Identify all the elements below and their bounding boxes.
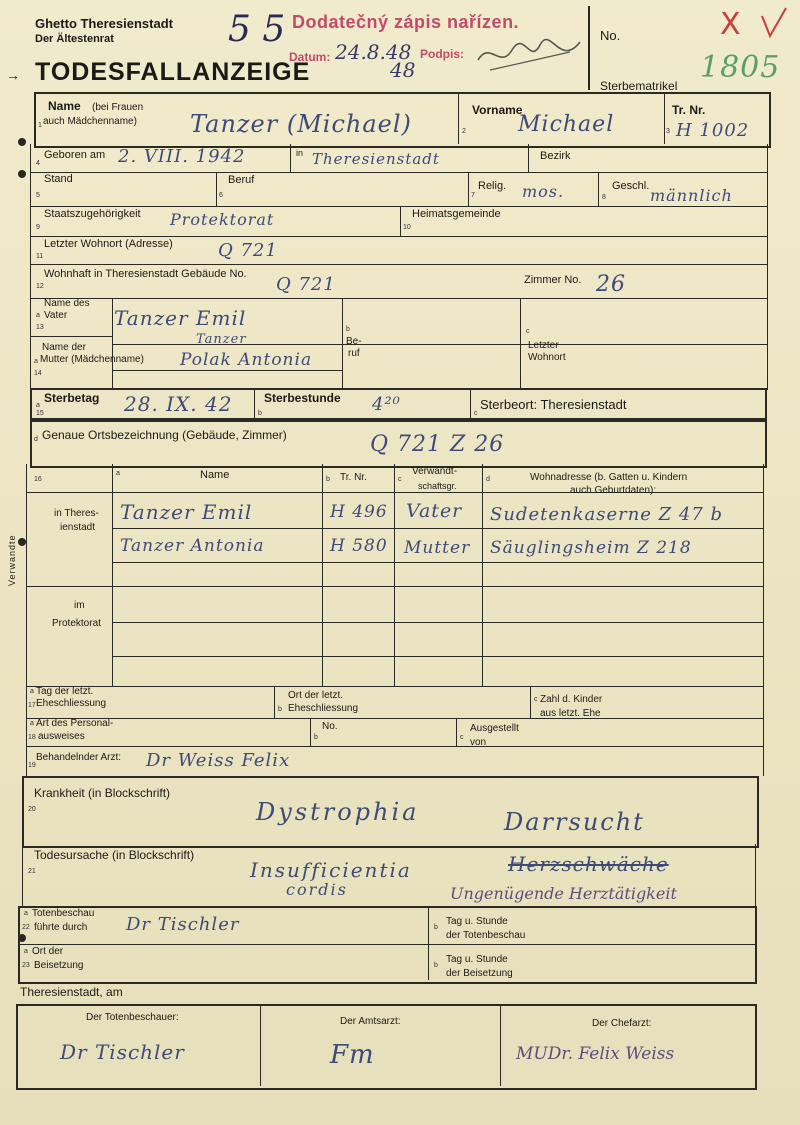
f18-sub: a [30, 720, 34, 727]
divider [310, 718, 311, 746]
f4-num: 4 [36, 160, 40, 167]
rule [30, 336, 112, 337]
f15d-sub: d [34, 436, 38, 443]
f12-label: Wohnhaft in Theresienstadt Gebäude No. [44, 268, 247, 280]
rel-col-addr1: Wohnadresse (b. Gatten u. Kindern [530, 472, 688, 483]
f14-label2: Mutter (Mädchenname) [40, 354, 144, 365]
divider [468, 172, 469, 206]
rel-sub-b: b [326, 476, 330, 483]
rel-row2-name: Tanzer Antonia [120, 536, 265, 556]
f19-label: Behandelnder Arzt: [36, 752, 122, 763]
sig2-value: Fm [330, 1040, 375, 1070]
f15c-label: Sterbeort: Theresienstadt [480, 397, 627, 412]
rule [112, 528, 763, 529]
rel-group-protektorat2: Protektorat [52, 618, 101, 629]
stamp-date-value: 24.8.48 [335, 40, 412, 64]
f18-label2: ausweises [38, 731, 85, 742]
stamp-sign-label: Podpis: [420, 47, 464, 61]
f1-num: 1 [38, 122, 42, 129]
f18c-label2: von [470, 737, 487, 748]
f10-num: 10 [403, 224, 411, 231]
rel-sub-d: d [486, 476, 490, 483]
f9-value: Protektorat [170, 210, 275, 229]
punch-hole [18, 138, 26, 146]
f22-label: Totenbeschau [32, 908, 95, 919]
f14-label: Name der [42, 342, 86, 353]
f17-sub: a [30, 688, 34, 695]
header-divider [588, 6, 590, 90]
f9-num: 9 [36, 224, 40, 231]
rule [112, 622, 763, 623]
rule [112, 370, 342, 371]
rel-col-trnr: Tr. Nr. [340, 472, 367, 483]
beruf-label: Be- [346, 336, 362, 347]
wohnort-label: Letzter [528, 340, 559, 351]
f12-num: 12 [36, 283, 44, 290]
f22b-sub: b [434, 924, 438, 931]
divider [290, 144, 291, 172]
rule [112, 656, 763, 657]
rel-col-rel1: Verwandt- [412, 466, 458, 477]
rule [26, 718, 763, 719]
f19-value: Dr Weiss Felix [146, 750, 291, 771]
stamp-text: Dodatečný zápis nařízen. [292, 12, 520, 32]
f18-label: Art des Personal- [36, 718, 114, 729]
f15d-label: Genaue Ortsbezeichnung (Gebäude, Zimmer) [42, 428, 287, 442]
f4-label: Geboren am [44, 149, 106, 161]
rule [30, 298, 767, 299]
f1-label3: auch Mädchenname) [43, 116, 137, 127]
f15c-sub: c [474, 410, 478, 417]
f4-value: 2. VIII. 1942 [118, 146, 246, 167]
f9-label: Staatszugehörigkeit [44, 208, 141, 220]
punch-hole [18, 170, 26, 178]
divider [112, 464, 113, 686]
rel-sub-c: c [398, 476, 402, 483]
right-border [755, 844, 756, 908]
divider [216, 172, 217, 206]
f23b-sub: b [434, 962, 438, 969]
sig3-label: Der Chefarzt: [592, 1018, 652, 1029]
f12-value: Q 721 [276, 274, 336, 295]
f17c-label2: aus letzt. Ehe [540, 708, 601, 719]
rel-group-protektorat: im [74, 600, 85, 611]
divider [274, 686, 275, 718]
f14-num: 14 [34, 370, 42, 377]
f4c-label: Bezirk [540, 150, 571, 162]
f17b-label: Ort der letzt. [288, 690, 344, 701]
no-label: No. [600, 28, 621, 43]
f19-num: 19 [28, 762, 36, 769]
f18c-sub: c [460, 734, 464, 741]
beruf-label2: ruf [348, 348, 360, 359]
f3-label: Tr. Nr. [672, 103, 706, 117]
divider [456, 718, 457, 746]
rel-row2-trnr: H 580 [330, 536, 388, 556]
f11-num: 11 [36, 253, 44, 260]
sig3-value: MUDr. Felix Weiss [516, 1044, 675, 1064]
divider [254, 390, 255, 418]
f14-value: Polak Antonia [180, 350, 313, 370]
rel-row2-rel: Mutter [404, 538, 471, 558]
f1-label: Name [48, 99, 81, 113]
f17c-label: Zahl d. Kinder [540, 694, 603, 705]
f2-num: 2 [462, 128, 466, 135]
left-border [22, 844, 23, 908]
rel-col-addr2: auch Geburtdaten): [570, 485, 657, 496]
divider [530, 686, 531, 718]
punch-hole [18, 538, 26, 546]
f7-value: mos. [522, 182, 565, 201]
f7-label: Relig. [478, 180, 507, 192]
f21-label: Todesursache (in Blockschrift) [34, 848, 195, 862]
arrow-mark: → [6, 67, 20, 83]
f18b-label: No. [322, 721, 338, 732]
rule [18, 944, 755, 945]
divider [260, 1006, 261, 1086]
f17-label2: Eheschliessung [36, 698, 107, 709]
rel-row1-trnr: H 496 [330, 502, 388, 522]
f2-label: Vorname [472, 103, 523, 117]
f14-value-over: Tanzer [196, 332, 247, 347]
f8-num: 8 [602, 194, 606, 201]
right-border [767, 144, 768, 390]
f7-num: 7 [471, 192, 475, 199]
f23-num: 23 [22, 962, 30, 969]
f13-label: Name des [44, 298, 90, 309]
f18c-label: Ausgestellt [470, 723, 519, 734]
f22-sub: a [24, 910, 28, 917]
f20-label: Krankheit (in Blockschrift) [34, 786, 171, 800]
rule [26, 746, 763, 747]
red-check-mark [758, 6, 788, 40]
f20-value1: Dystrophia [256, 798, 420, 826]
sig1-value: Dr Tischler [60, 1040, 185, 1064]
right-border [763, 686, 764, 776]
wohnort-sub: c [526, 328, 530, 335]
rel-side-label: Verwandte [7, 534, 17, 586]
wohnort-label2: Wohnort [528, 352, 566, 363]
f22-label2: führte durch [34, 922, 88, 933]
f17c-sub: c [534, 696, 538, 703]
f8-value: männlich [650, 186, 733, 205]
f21-value2: Herzschwäche [508, 852, 669, 876]
f1-value: Tanzer (Michael) [190, 110, 412, 138]
f17b-label2: Eheschliessung [288, 703, 359, 714]
f14-sub: a [34, 358, 38, 365]
divider [394, 464, 395, 686]
divider [400, 206, 401, 236]
council-name: Der Ältestenrat [35, 33, 114, 45]
f23-label2: Beisetzung [34, 960, 84, 971]
matrik-value: 1805 [700, 50, 781, 85]
f5-num: 5 [36, 192, 40, 199]
f17-label: Tag der letzt. [36, 686, 94, 697]
f15-label: Sterbetag [44, 391, 100, 405]
f12-zimmer-value: 26 [596, 272, 626, 297]
rule [30, 236, 767, 237]
f1-label2: (bei Frauen [92, 102, 144, 113]
f20-value2: Darrsucht [504, 808, 645, 836]
rel-row2-addr: Säuglingsheim Z 218 [490, 538, 692, 558]
rule [30, 264, 767, 265]
left-border [26, 686, 27, 776]
rel-row1-addr: Sudetenkaserne Z 47 b [490, 504, 724, 525]
rel-col-rel2: schaftsgr. [418, 481, 457, 491]
f11-value: Q 721 [218, 240, 278, 261]
f22b-label: Tag u. Stunde [446, 916, 508, 927]
left-border [30, 144, 31, 390]
f6-num: 6 [219, 192, 223, 199]
f23b-label2: der Beisetzung [446, 968, 513, 979]
f15-num: 15 [36, 410, 44, 417]
f15-sub: a [36, 402, 40, 409]
stamp-slash-year: 48 [390, 58, 416, 82]
sig1-label: Der Totenbeschauer: [86, 1012, 179, 1023]
f21-value1: Insufficientia [250, 858, 412, 882]
f22b-label2: der Totenbeschau [446, 930, 526, 941]
f12-zimmer-label: Zimmer No. [524, 274, 582, 286]
divider [482, 464, 483, 686]
f6-label: Beruf [228, 174, 255, 186]
f4b-value: Theresienstadt [312, 150, 440, 168]
right-border [763, 464, 764, 686]
divider [322, 464, 323, 686]
f15b-sub: b [258, 410, 262, 417]
stamp-date-label: Datum: [289, 50, 331, 64]
rel-col-name: Name [200, 469, 230, 481]
f4b-label: in [296, 148, 304, 158]
f23-sub: a [24, 948, 28, 955]
f21-num: 21 [28, 868, 36, 875]
f3-num: 3 [666, 128, 670, 135]
rel-row1-name: Tanzer Emil [120, 500, 253, 524]
f10-label: Heimatsgemeinde [412, 208, 501, 220]
f21-value3: Ungenügende Herztätigkeit [450, 884, 677, 903]
rel-group-theresienstadt2: ienstadt [60, 522, 96, 533]
sig2-label: Der Amtsarzt: [340, 1016, 401, 1027]
f13-value: Tanzer Emil [114, 306, 247, 330]
f15b-value: 4²⁰ [372, 394, 401, 415]
f13-sub: a [36, 312, 40, 319]
f18-num: 18 [28, 734, 36, 741]
f15d-value: Q 721 Z 26 [370, 432, 505, 457]
f15-value: 28. IX. 42 [124, 392, 233, 416]
divider [470, 390, 471, 418]
stamp-numbers: 5 5 [228, 9, 286, 50]
f3-value: H 1002 [676, 120, 750, 141]
f18b-sub: b [314, 734, 318, 741]
beruf-sub: b [346, 326, 350, 333]
f13-num: 13 [36, 324, 44, 331]
footer-place: Theresienstadt, am [20, 985, 123, 999]
f20-num: 20 [28, 806, 36, 813]
f13-label2: Vater [44, 310, 68, 321]
f2-value: Michael [518, 112, 615, 137]
f17-num: 17 [28, 702, 36, 709]
rel-group-theresienstadt: in Theres- [54, 508, 99, 519]
f22-value: Dr Tischler [126, 914, 240, 935]
left-border [26, 464, 27, 686]
divider [458, 94, 459, 144]
rule [30, 172, 767, 173]
rel-row1-rel: Vater [406, 500, 463, 522]
divider [428, 908, 429, 980]
f23-label: Ort der [32, 946, 64, 957]
f23b-label: Tag u. Stunde [446, 954, 508, 965]
f5-label: Stand [44, 173, 73, 185]
rule [26, 686, 763, 687]
red-x-mark: X [720, 7, 741, 42]
rel-num: 16 [34, 476, 42, 483]
divider [500, 1006, 501, 1086]
f17b-sub: b [278, 706, 282, 713]
ghetto-name: Ghetto Theresienstadt [35, 16, 173, 31]
rule [26, 586, 763, 587]
f21-value1b: cordis [286, 880, 348, 899]
f15b-label: Sterbestunde [264, 391, 341, 405]
rel-sub-a: a [116, 470, 120, 477]
matrik-label: Sterbematrikel [600, 79, 678, 93]
f11-label: Letzter Wohnort (Adresse) [44, 238, 173, 250]
divider [664, 94, 665, 144]
rule [112, 562, 763, 563]
divider [598, 172, 599, 206]
stamp-signature [470, 30, 590, 80]
f22-num: 22 [22, 924, 30, 931]
form-title: TODESFALLANZEIGE [35, 58, 311, 86]
f8-label: Geschl. [612, 180, 650, 192]
rule [30, 206, 767, 207]
divider [528, 144, 529, 172]
